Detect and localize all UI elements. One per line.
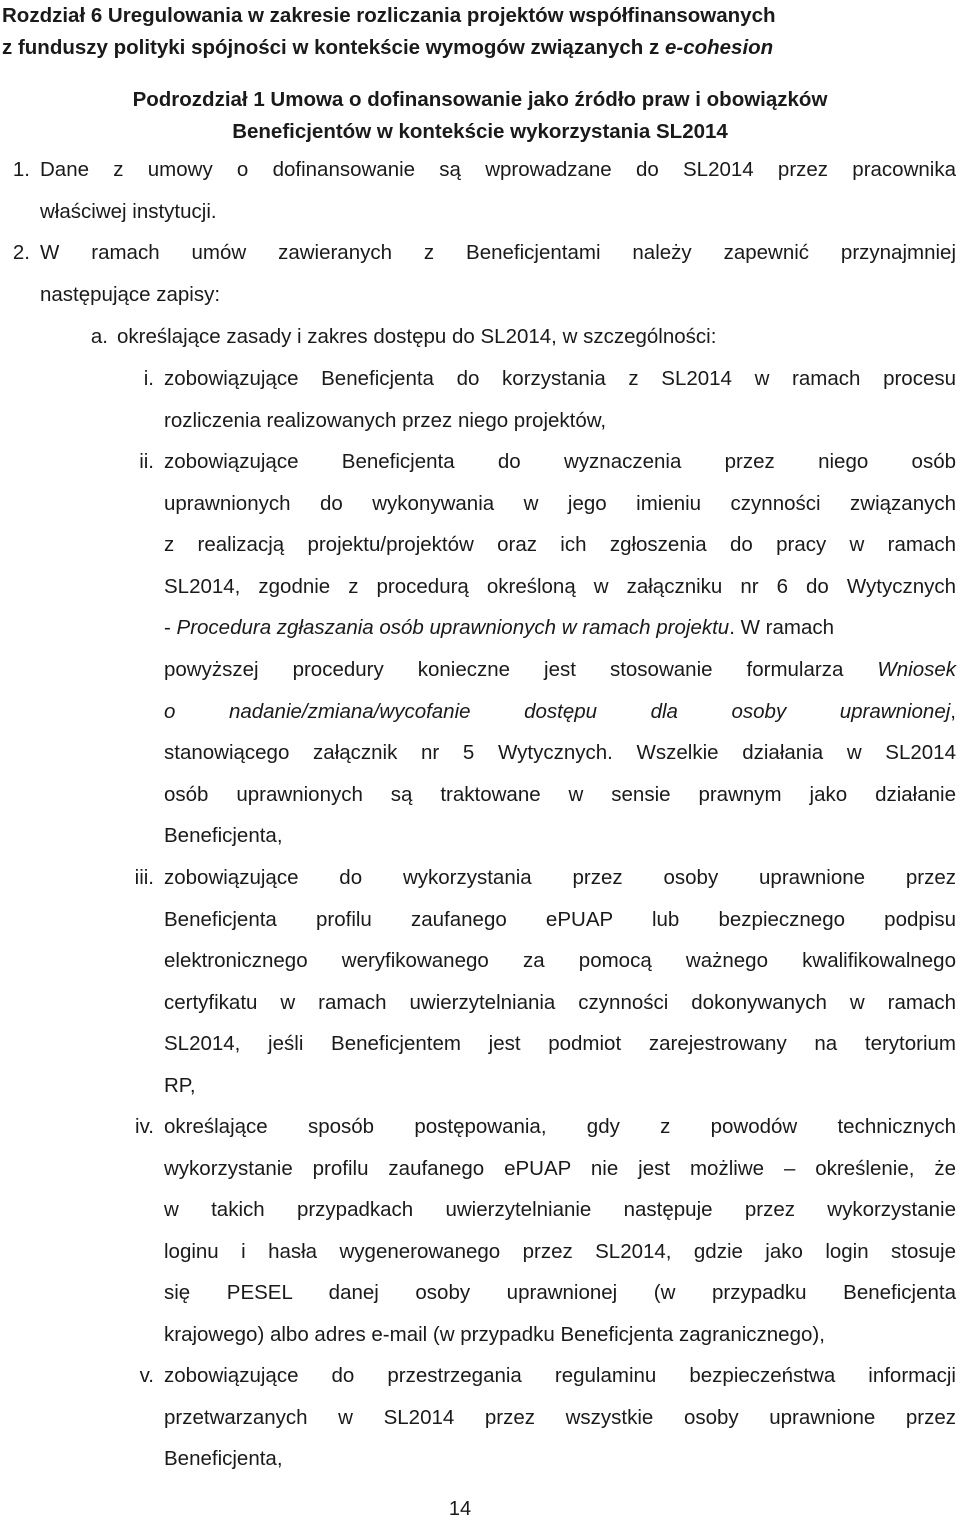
item-1-line1: Dane z umowy o dofinansowanie są wprowadzane do SL2014 przez pracownika <box>40 158 956 181</box>
subchapter-title-line2: Beneficjentów w kontekście wykorzystania SL2014 <box>232 120 728 143</box>
chapter-title-line2 <box>2 32 958 64</box>
chapter-title-line2-italic: e-cohesion <box>664 36 774 59</box>
item-iii-line5: SL2014, jeśli Beneficjentem jest podmiot zarejestrowany na terytorium <box>164 1032 956 1056</box>
item-iii-line3: elektronicznego weryfikowanego za pomocą ważnego kwalifikowalnego <box>164 949 956 973</box>
item-1-text <box>40 149 956 232</box>
item-ii-number: ii. <box>139 450 154 473</box>
chapter-title <box>2 0 958 64</box>
item-iv-line6: krajowego) albo adres e-mail (w przypadku Beneficjenta zagranicznego), <box>164 1322 825 1346</box>
item-v-line3: Beneficjenta, <box>164 1447 283 1471</box>
item-i-text <box>164 358 956 441</box>
item-iv-line5: się PESEL danej osoby uprawnionej (w przypadku Beneficjenta <box>164 1281 956 1305</box>
item-iv-line4: loginu i hasła wygenerowanego przez SL2014, gdzie jako login stosuje <box>164 1239 956 1263</box>
item-2-line2: następujące zapisy: <box>40 282 221 306</box>
item-iii-line1: zobowiązujące do wykorzystania przez osoby uprawnione przez <box>164 866 956 889</box>
item-ii-line7-suffix: , <box>950 699 956 723</box>
item-iii-line4: certyfikatu w ramach uwierzytelniania czynności dokonywanych w ramach <box>164 990 956 1014</box>
item-ii-line9: osób uprawnionych są traktowane w sensie prawnym jako działanie <box>164 782 956 806</box>
item-ii-line5 <box>164 607 956 649</box>
item-iv-number: iv. <box>135 1115 154 1138</box>
item-ii-line1: zobowiązujące Beneficjenta do wyznaczenia przez niego osób <box>164 450 956 473</box>
item-ii-line8: stanowiącego załącznik nr 5 Wytycznych. Wszelkie działania w SL2014 <box>164 741 956 765</box>
item-a-line1: określające zasady i zakres dostępu do SL2014, w szczególności: <box>117 325 717 348</box>
item-1-number: 1. <box>12 158 30 181</box>
item-i-line2: rozliczenia realizowanych przez niego projektów, <box>164 408 607 432</box>
item-iii-line2: Beneficjenta profilu zaufanego ePUAP lub bezpiecznego podpisu <box>164 907 956 931</box>
chapter-title-line1: Rozdział 6 Uregulowania w zakresie rozliczania projektów współfinansowanych <box>2 4 776 27</box>
item-ii-line5-suffix: . W ramach <box>729 616 834 640</box>
item-iv-line1: określające sposób postępowania, gdy z powodów technicznych <box>164 1115 956 1138</box>
item-iv-line3: w takich przypadkach uwierzytelnianie następuje przez wykorzystanie <box>164 1198 956 1222</box>
item-ii-line5-prefix: - <box>164 616 177 640</box>
item-ii-line4: SL2014, zgodnie z procedurą określoną w załączniku nr 6 do Wytycznych <box>164 574 956 598</box>
item-ii-line6-italic: Wniosek <box>877 657 956 681</box>
subchapter-title-line1: Podrozdział 1 Umowa o dofinansowanie jako źródło praw i obowiązków <box>132 88 828 111</box>
item-iv-text <box>164 1106 956 1356</box>
subchapter-title <box>70 84 890 148</box>
item-a-text <box>117 316 956 358</box>
item-ii-line10: Beneficjenta, <box>164 824 283 848</box>
item-v-line1: zobowiązujące do przestrzegania regulaminu bezpieczeństwa informacji <box>164 1364 956 1387</box>
item-iv-line2: wykorzystanie profilu zaufanego ePUAP nie jest możliwe – określenie, że <box>164 1156 956 1180</box>
item-ii-line6-prefix: powyższej procedury konieczne jest stosowanie formularza <box>164 657 878 681</box>
item-ii-text <box>164 441 956 857</box>
item-i-line1: zobowiązujące Beneficjenta do korzystania z SL2014 w ramach procesu <box>164 367 956 390</box>
item-iii-number: iii. <box>134 866 154 889</box>
item-v-number: v. <box>139 1364 154 1387</box>
item-v-line2: przetwarzanych w SL2014 przez wszystkie osoby uprawnione przez <box>164 1405 956 1429</box>
page-number: 14 <box>448 1498 472 1520</box>
item-iii-text <box>164 857 956 1107</box>
chapter-title-line2-text: z funduszy polityki spójności w kontekście wymogów związanych z <box>2 36 665 59</box>
item-ii-line2: uprawnionych do wykonywania w jego imieniu czynności związanych <box>164 491 956 515</box>
item-ii-line3: z realizacją projektu/projektów oraz ich zgłoszenia do pracy w ramach <box>164 533 956 557</box>
item-i-number: i. <box>143 367 154 390</box>
item-ii-line6 <box>164 649 956 691</box>
item-ii-line5-italic: Procedura zgłaszania osób uprawnionych w ramach projektu <box>176 616 730 640</box>
item-2-line1: W ramach umów zawieranych z Beneficjentami należy zapewnić przynajmniej <box>40 241 956 264</box>
item-v-text <box>164 1355 956 1480</box>
item-ii-line7-italic: o nadanie/zmiana/wycofanie dostępu dla osoby uprawnionej <box>164 699 951 723</box>
item-iii-line6: RP, <box>164 1073 196 1097</box>
item-ii-line7 <box>164 691 956 733</box>
item-1-line2: właściwej instytucji. <box>40 199 217 223</box>
item-2-number: 2. <box>12 241 30 264</box>
item-2-text <box>40 232 956 315</box>
item-a-number: a. <box>90 325 108 348</box>
